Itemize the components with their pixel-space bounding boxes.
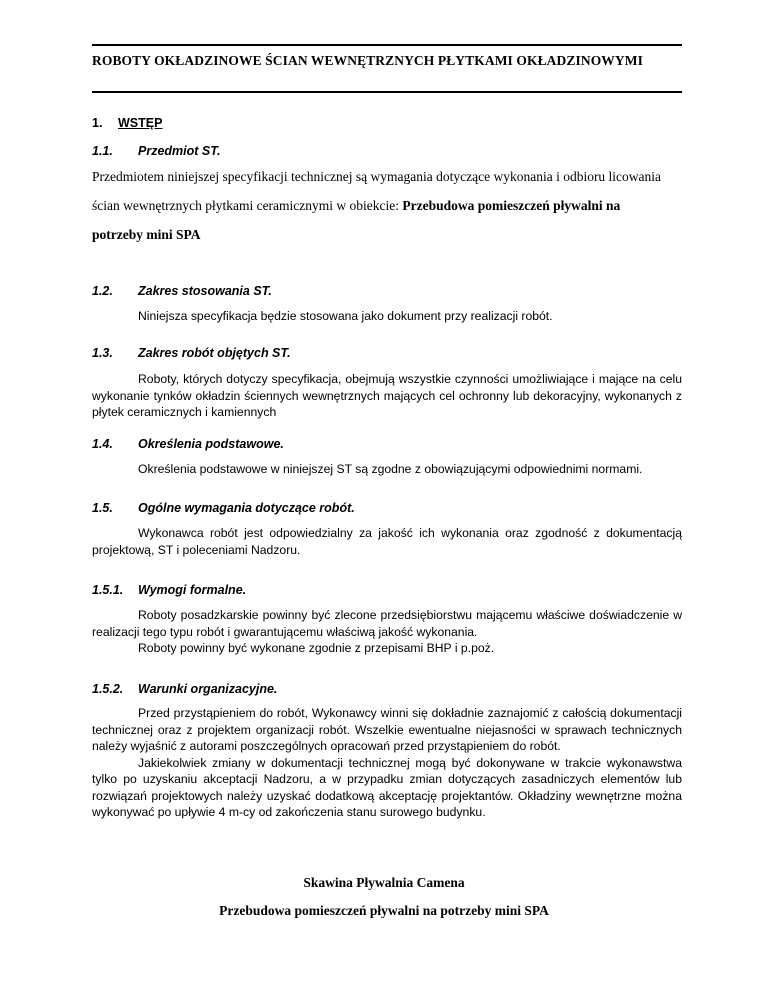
section-title: Zakres stosowania ST. xyxy=(138,284,272,298)
section-number: 1.2. xyxy=(92,284,113,298)
section-title: Określenia podstawowe. xyxy=(138,437,284,451)
section-title: Wymogi formalne. xyxy=(138,583,247,597)
object-name: Przebudowa pomieszczeń pływalni na potrzeby mini SPA xyxy=(92,198,621,242)
section-1-5-2-text xyxy=(92,705,682,821)
section-paragraph: Jakiekolwiek zmiany w dokumentacji technicznej mogą być dokonywane w trakcie wykonawstwa tylko po uzyskaniu akceptacji Nadzoru, a w przypadku zmian dotyczących zasadniczych elementów lub rozwiązań projektowych należy uzyskać dodatkową akceptację projektantów. Okładziny wewnętrzne można wykonywać po upływie 4 m-cy od zakończenia stanu surowego budynku. xyxy=(92,755,682,819)
section-1-3-text: Roboty, których dotyczy specyfikacja, obejmują wszystkie czynności umożliwiające i mające na celu wykonanie tynków okładzin ściennych wewnętrznych mających cel ochronny lub dekoracyjny, wykonanych z płytek ceramicznych i kamiennych xyxy=(92,372,682,419)
document-title: ROBOTY OKŁADZINOWE ŚCIAN WEWNĘTRZNYCH PŁYTKAMI OKŁADZINOWYMI xyxy=(92,53,643,68)
section-number: 1.3. xyxy=(92,346,113,360)
section-number: 1.5. xyxy=(92,501,113,515)
section-title: Ogólne wymagania dotyczące robót. xyxy=(138,501,355,515)
section-number: 1. xyxy=(92,116,103,130)
section-title: Zakres robót objętych ST. xyxy=(138,346,291,360)
footer-line-2: Przebudowa pomieszczeń pływalni na potrzeby mini SPA xyxy=(219,903,549,918)
section-text: Przedmiotem niniejszej specyfikacji technicznej są wymagania dotyczące wykonania i odbioru licowania ścian wewnętrznych płytkami ceramicznymi w obiekcie: xyxy=(92,169,662,213)
title-rule xyxy=(92,91,682,93)
section-paragraph: Roboty posadzkarskie powinny być zlecone przedsiębiorstwu mającemu właściwe doświadczenie w realizacji tego typu robót i gwarantującemu właściwą jakość wykonania. xyxy=(92,608,682,639)
section-number: 1.5.2. xyxy=(92,682,124,696)
section-number: 1.5.1. xyxy=(92,583,124,597)
top-rule xyxy=(92,44,682,46)
section-number: 1.4. xyxy=(92,437,113,451)
section-title: Warunki organizacyjne. xyxy=(138,682,278,696)
section-paragraph: Roboty powinny być wykonane zgodnie z przepisami BHP i p.poż. xyxy=(138,641,495,655)
section-1-2-text: Niniejsza specyfikacja będzie stosowana jako dokument przy realizacji robót. xyxy=(138,309,553,323)
section-title: Przedmiot ST. xyxy=(138,144,221,158)
section-1-5-1-text xyxy=(92,607,682,657)
section-1-4-text: Określenia podstawowe w niniejszej ST są zgodne z obowiązującymi odpowiednimi normami. xyxy=(138,462,643,476)
section-number: 1.1. xyxy=(92,144,113,158)
section-1-5-text: Wykonawca robót jest odpowiedzialny za jakość ich wykonania oraz zgodność z dokumentacją projektową, ST i poleceniami Nadzoru. xyxy=(92,526,682,557)
footer-line-1: Skawina Pływalnia Camena xyxy=(303,875,465,890)
section-1-1-text xyxy=(92,162,662,249)
section-paragraph: Przed przystąpieniem do robót, Wykonawcy winni się dokładnie zaznajomić z całością dokumentacji technicznej oraz z projektem organizacji robót. Wszelkie ewentualne niejasności w sprawach technicznych należy wyjaśnić z autorami poszczególnych opracowań przed przystąpieniem do robót. xyxy=(92,706,682,753)
section-title: WSTĘP xyxy=(118,116,163,130)
